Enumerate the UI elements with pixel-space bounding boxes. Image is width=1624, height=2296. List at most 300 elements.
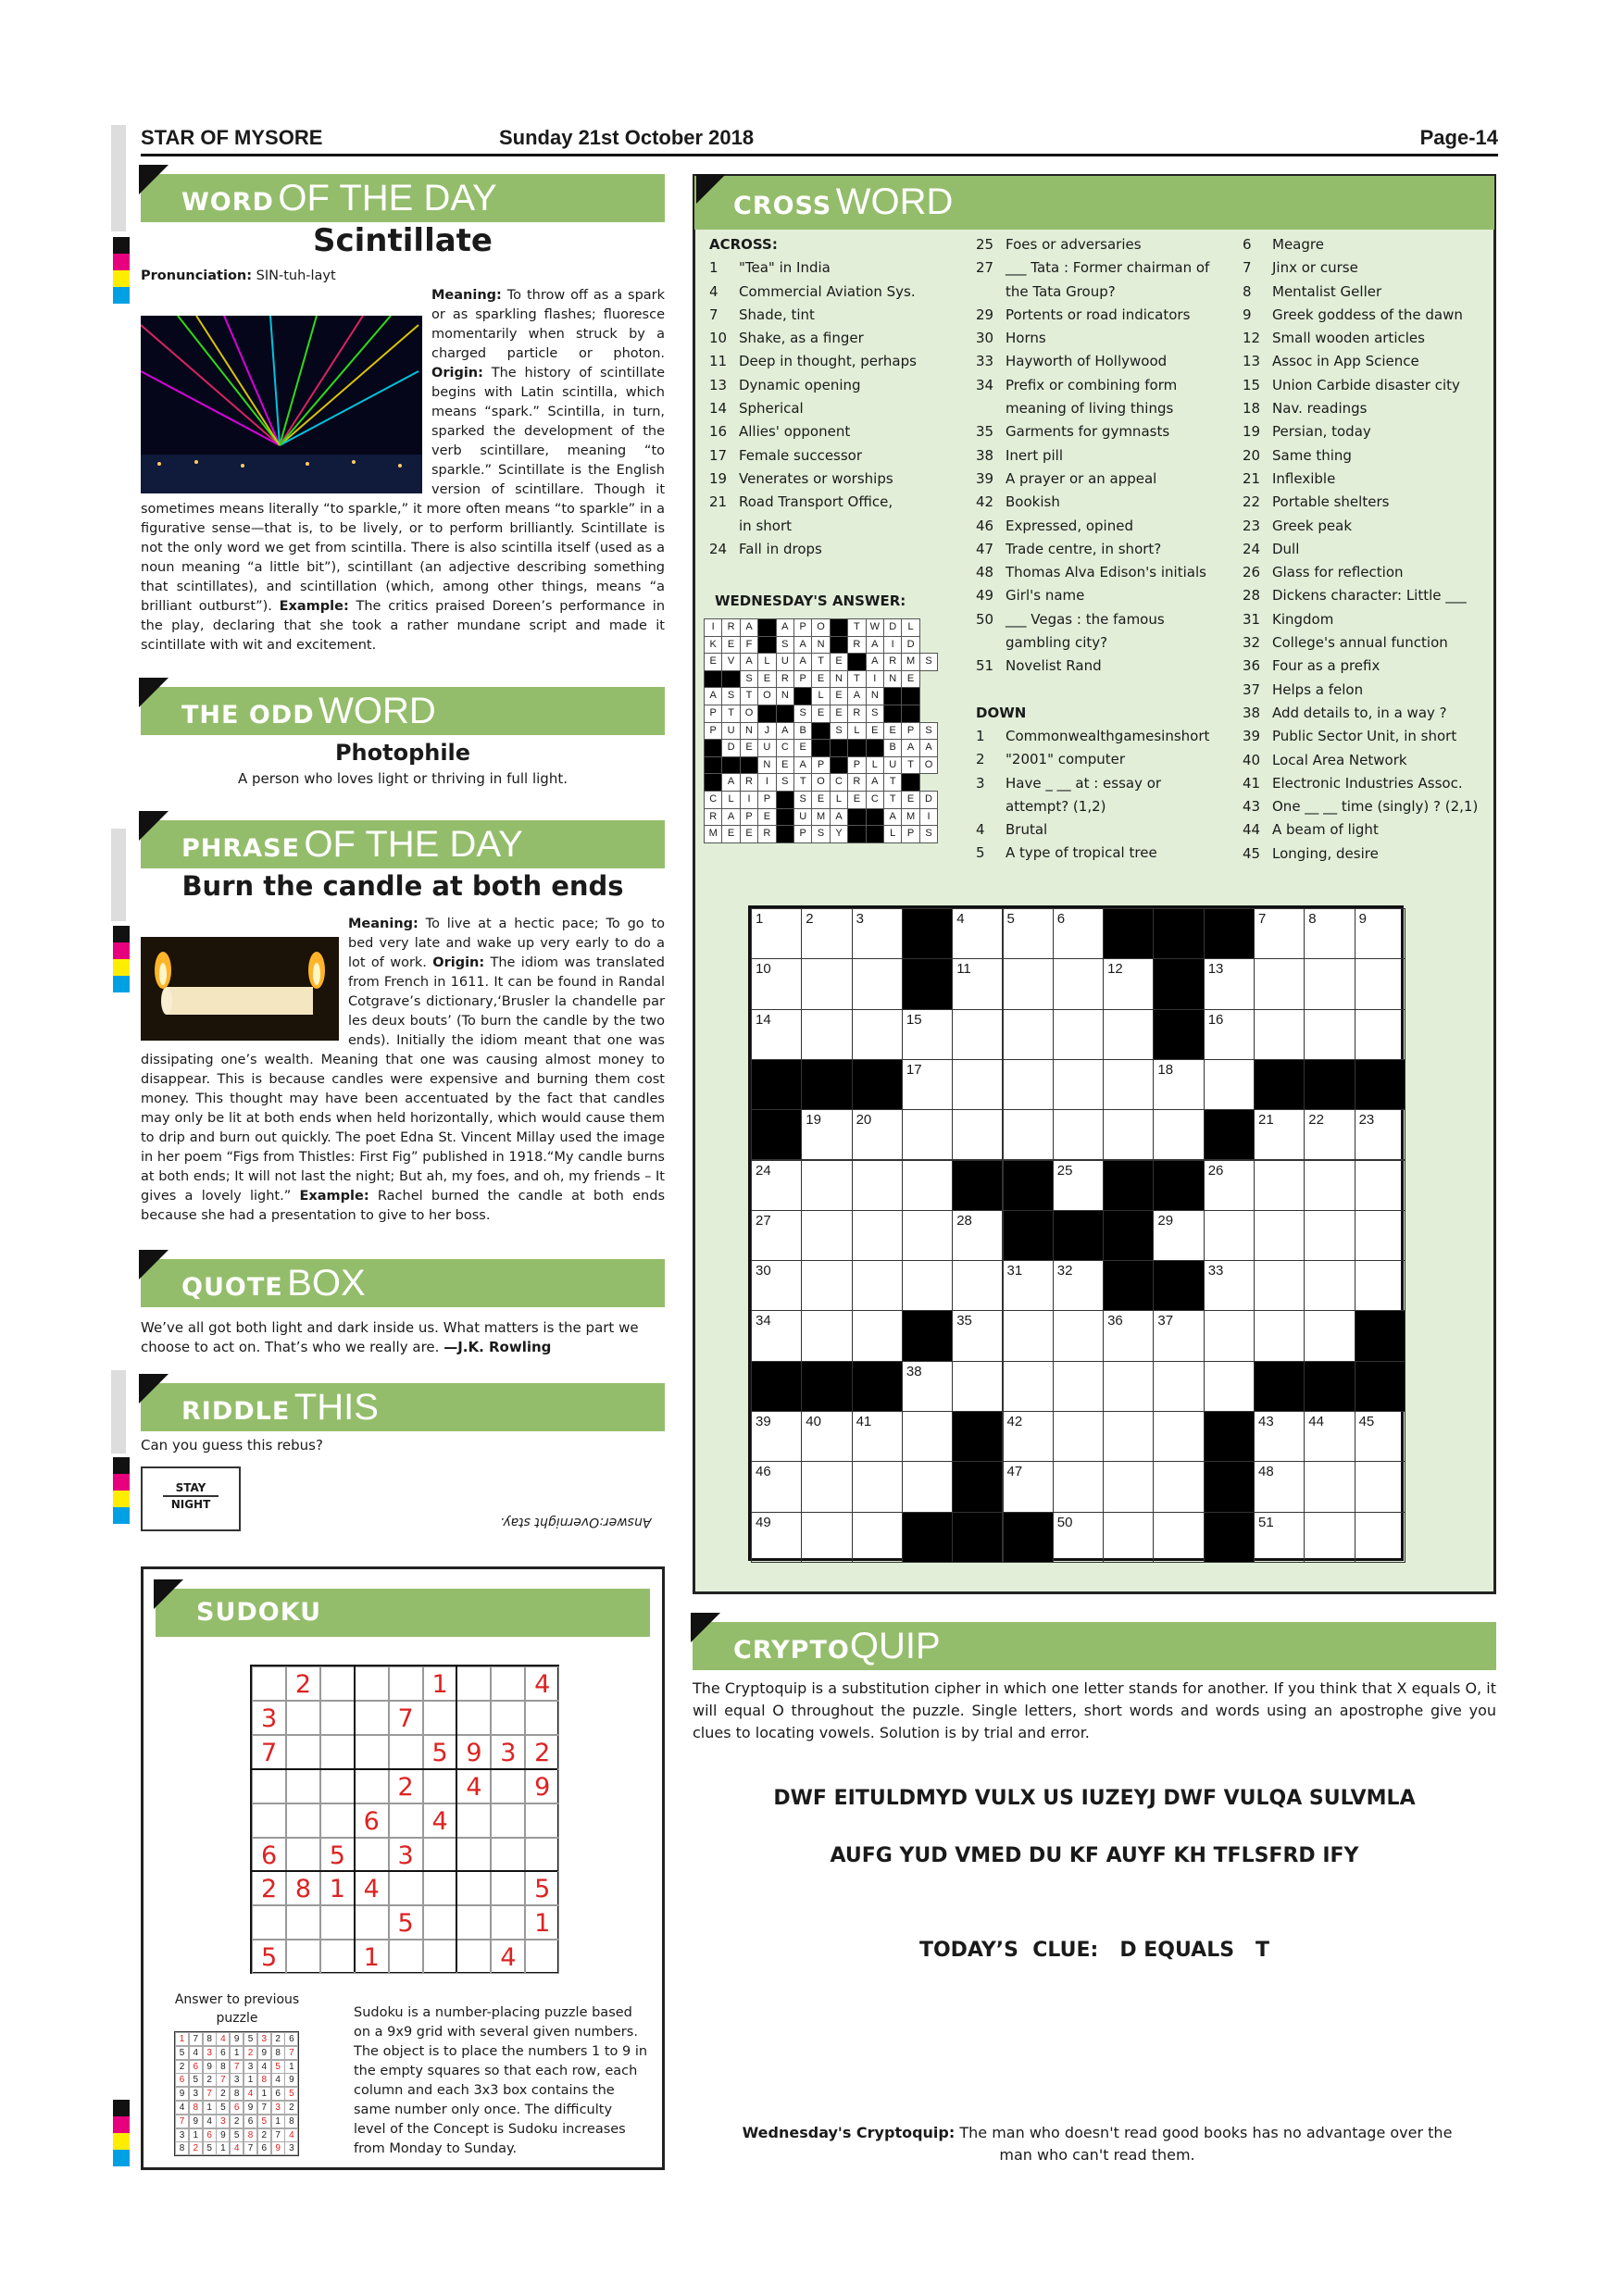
answer-cell: A [830, 808, 848, 827]
margin-bar [111, 125, 126, 231]
crossword-cell[interactable] [952, 1210, 1003, 1261]
crossword-cell[interactable] [1355, 1210, 1405, 1261]
crossword-cell[interactable] [1053, 908, 1104, 959]
crossword-cell[interactable] [1355, 1109, 1405, 1160]
sudoku-grid[interactable] [250, 1665, 559, 1974]
crossword-cell[interactable] [1254, 1009, 1305, 1060]
sudoku-empty-cell[interactable] [320, 1803, 355, 1838]
crossword-cell[interactable] [1103, 958, 1154, 1009]
answer-block [776, 705, 794, 723]
crossword-cell[interactable] [1053, 1059, 1104, 1110]
crossword-cell[interactable] [1053, 1009, 1104, 1060]
answer-cell: B [793, 722, 812, 741]
sudoku-empty-cell[interactable] [456, 1666, 491, 1701]
prev-answer-cell: 9 [203, 2060, 217, 2074]
clue-item [976, 818, 1244, 842]
phrase-banner [141, 820, 665, 868]
sudoku-empty-cell[interactable] [286, 1905, 320, 1940]
crossword-cell[interactable] [1153, 1361, 1204, 1412]
answer-block [866, 739, 884, 757]
sudoku-empty-cell[interactable] [456, 1905, 491, 1940]
crossword-cell[interactable] [852, 1210, 903, 1261]
banner-corner [696, 174, 726, 204]
crossword-block [852, 1059, 903, 1110]
banner-corner [139, 1374, 169, 1404]
sudoku-given: 6 [252, 1838, 286, 1872]
crossword-cell[interactable] [1053, 1109, 1104, 1160]
answer-cell: E [740, 739, 758, 757]
clue-text: Inflexible [1272, 469, 1336, 487]
clue-text: gambling city? [1006, 634, 1108, 652]
answer-cell: E [811, 791, 830, 809]
crossword-cell[interactable] [1153, 1411, 1204, 1462]
clue-number: 47 [976, 540, 994, 557]
sudoku-empty-cell[interactable] [491, 1871, 525, 1905]
answer-cell: S [830, 722, 848, 741]
sudoku-empty-cell[interactable] [525, 1940, 559, 1974]
sudoku-empty-cell[interactable] [252, 1803, 286, 1838]
crossword-cell[interactable] [801, 1210, 852, 1261]
crossword-cell[interactable] [1304, 1160, 1355, 1211]
answer-block [866, 808, 884, 827]
crossword-cell[interactable] [902, 1461, 953, 1512]
sudoku-empty-cell[interactable] [525, 1838, 559, 1872]
sudoku-empty-cell[interactable] [456, 1871, 491, 1905]
crossword-cell[interactable] [801, 908, 852, 959]
clue-number: 27 [976, 259, 994, 277]
crossword-cell[interactable] [1254, 1411, 1305, 1462]
clue-number-label: 44 [1308, 1414, 1324, 1429]
sudoku-empty-cell[interactable] [320, 1769, 355, 1803]
clue-number-label: 10 [756, 961, 771, 978]
crossword-cell[interactable] [1003, 1109, 1054, 1160]
crossword-cell[interactable] [1103, 1461, 1154, 1512]
sudoku-empty-cell[interactable] [320, 1701, 355, 1735]
crossword-cell[interactable] [1003, 958, 1054, 1009]
crossword-cell[interactable] [1254, 1260, 1305, 1311]
crossword-cell[interactable] [1304, 1210, 1355, 1261]
crossword-cell[interactable] [1003, 1260, 1054, 1311]
crossword-cell[interactable] [1153, 1059, 1204, 1110]
clue-number: 24 [1243, 540, 1261, 557]
crossword-cell[interactable] [1254, 1461, 1305, 1512]
clue-number-label: 4 [956, 911, 965, 927]
crossword-cell[interactable] [1003, 1461, 1054, 1512]
sudoku-empty-cell[interactable] [355, 1666, 389, 1701]
crossword-cell[interactable] [1153, 1109, 1204, 1160]
prev-answer-cell: 8 [271, 2046, 285, 2060]
crossword-cell[interactable] [952, 1009, 1003, 1060]
crossword-cell[interactable] [952, 1059, 1003, 1110]
clue-item [976, 655, 1244, 678]
answer-cell: O [919, 756, 938, 775]
crossword-cell[interactable] [852, 1512, 903, 1563]
crossword-cell[interactable] [1103, 1411, 1154, 1462]
clue-item [709, 515, 978, 538]
clue-number: 36 [1243, 657, 1261, 675]
clue-number-label: 23 [1358, 1112, 1375, 1129]
sudoku-empty-cell[interactable] [286, 1701, 320, 1735]
banner-large-text: OF THE DAY [278, 178, 497, 218]
clue-item [976, 584, 1244, 607]
crossword-cell[interactable] [1304, 1310, 1355, 1361]
clue-text: Nav. readings [1272, 400, 1368, 418]
crossword-cell[interactable] [1103, 1109, 1154, 1160]
registration-mark [113, 2100, 130, 2166]
sudoku-empty-cell[interactable] [320, 1940, 355, 1974]
clue-number-label: 17 [906, 1061, 922, 1078]
clue-item [709, 304, 978, 327]
crossword-cell[interactable] [1355, 1461, 1405, 1512]
answer-cell: A [883, 808, 902, 827]
sudoku-empty-cell[interactable] [286, 1769, 320, 1803]
crossword-cell[interactable] [1355, 1411, 1405, 1462]
crossword-cell[interactable] [1304, 1260, 1355, 1311]
crossword-cell[interactable] [952, 1260, 1003, 1311]
clue-text: Deep in thought, perhaps [739, 353, 917, 370]
crossword-cell[interactable] [1355, 1260, 1405, 1311]
crossword-cell[interactable] [902, 1160, 953, 1211]
origin-text: The idiom was translated from French in 1611. It can be found in Randal Cotgrave’s dictionary,‘Brusler la chandelle par les deux bouts’ (To burn the candle by the two ends). Initially the idiom meant that one was dissipating one’s wealth. Meaning that one was causing almost money to disappear. This is because candles were expensive and burning them cost money. This thought may have been accentuated by the fact that candles may only be lit at both ends when held horizontally, which would cause them to drip and burn out quickly. The poet Edna St. Vincent Millay used the image in her poem “Figs from Thistles: First Fig” published in 1918.“My candle burns at both ends; It will not last the night; But ah, my foes, and oh, my friends – It gives a lovely light.” [141, 955, 666, 1204]
sudoku-empty-cell[interactable] [355, 1701, 389, 1735]
sudoku-empty-cell[interactable] [286, 1838, 320, 1872]
sudoku-empty-cell[interactable] [320, 1735, 355, 1769]
crossword-cell[interactable] [801, 1461, 852, 1512]
crossword-cell[interactable] [1304, 1512, 1355, 1563]
clue-text: Mentalist Geller [1272, 282, 1382, 300]
crossword-cell[interactable] [801, 1260, 852, 1311]
meaning-text: To live at a hectic pace; To go to bed very late and wake up very early to do a lot of work. [348, 917, 666, 970]
clue-number-label: 46 [756, 1464, 771, 1480]
clue-text: Portents or road indicators [1006, 306, 1191, 323]
answer-cell: D [721, 739, 740, 757]
crossword-cell[interactable] [1304, 1461, 1355, 1512]
prev-answer-cell: 3 [189, 2087, 203, 2101]
crossword-cell[interactable] [1153, 1210, 1204, 1261]
sudoku-given: 9 [456, 1735, 491, 1769]
sudoku-given: 1 [525, 1905, 559, 1940]
crossword-cell[interactable] [852, 1009, 903, 1060]
crossword-block [1204, 1512, 1255, 1563]
clue-text: Small wooden articles [1272, 330, 1425, 347]
crossword-cell[interactable] [852, 1160, 903, 1211]
crossword-cell[interactable] [751, 1411, 802, 1462]
answer-cell: R [847, 636, 866, 655]
answer-cell: L [847, 722, 866, 741]
crossword-cell[interactable] [852, 1260, 903, 1311]
prev-answer-cell: 4 [230, 2141, 244, 2155]
crossword-cell[interactable] [1304, 1009, 1355, 1060]
crossword-cell[interactable] [1204, 1059, 1255, 1110]
crossword-cell[interactable] [1153, 1461, 1204, 1512]
answer-cell: R [776, 670, 794, 689]
clue-item [709, 420, 978, 443]
crossword-cell[interactable] [902, 1411, 953, 1462]
sudoku-empty-cell[interactable] [456, 1940, 491, 1974]
word-title: Scintillate [313, 222, 493, 259]
sudoku-empty-cell[interactable] [423, 1701, 457, 1735]
sudoku-empty-cell[interactable] [491, 1905, 525, 1940]
answer-cell: W [866, 618, 884, 637]
crossword-cell[interactable] [1204, 1260, 1255, 1311]
clue-text: Prefix or combining form [1006, 376, 1178, 393]
sudoku-empty-cell[interactable] [355, 1905, 389, 1940]
sudoku-box-line [354, 1666, 356, 1972]
sudoku-empty-cell[interactable] [525, 1701, 559, 1735]
crossword-cell[interactable] [952, 908, 1003, 959]
crossword-cell[interactable] [1355, 908, 1405, 959]
answer-cell: C [704, 791, 722, 809]
crossword-cell[interactable] [1355, 1160, 1405, 1211]
crossword-cell[interactable] [852, 1109, 903, 1160]
crossword-cell[interactable] [952, 1109, 1003, 1160]
clue-number-label: 38 [906, 1363, 922, 1379]
crossword-cell[interactable] [902, 1361, 953, 1412]
clue-item [976, 256, 1244, 280]
clue-number: 12 [1243, 330, 1261, 347]
sudoku-empty-cell[interactable] [320, 1905, 355, 1940]
crossword-cell[interactable] [902, 1210, 953, 1261]
prev-answer-cell: 1 [284, 2060, 298, 2074]
crossword-cell[interactable] [801, 1160, 852, 1211]
crossword-cell[interactable] [801, 958, 852, 1009]
crossword-cell[interactable] [1355, 1009, 1405, 1060]
sudoku-empty-cell[interactable] [389, 1666, 423, 1701]
answer-cell: B [883, 739, 902, 757]
crossword-cell[interactable] [852, 1310, 903, 1361]
sudoku-empty-cell[interactable] [389, 1735, 423, 1769]
page-number: Page-14 [1419, 126, 1498, 149]
crossword-cell[interactable] [1204, 1310, 1255, 1361]
crossword-cell[interactable] [751, 1210, 802, 1261]
crossword-cell[interactable] [1254, 1512, 1305, 1563]
clue-item [976, 468, 1244, 491]
crossword-cell[interactable] [1204, 1361, 1255, 1412]
answer-cell: E [740, 825, 758, 843]
sudoku-empty-cell[interactable] [491, 1838, 525, 1872]
sudoku-empty-cell[interactable] [423, 1769, 457, 1803]
crossword-cell[interactable] [1053, 1361, 1104, 1412]
sudoku-empty-cell[interactable] [320, 1666, 355, 1701]
clue-number-label: 26 [1207, 1162, 1224, 1179]
answer-cell: C [776, 739, 794, 757]
sudoku-empty-cell[interactable] [525, 1803, 559, 1838]
sudoku-empty-cell[interactable] [389, 1940, 423, 1974]
crossword-cell[interactable] [1003, 1009, 1054, 1060]
crossword-cell[interactable] [1103, 1512, 1154, 1563]
crossword-cell[interactable] [1254, 908, 1305, 959]
answer-cell: A [740, 618, 758, 637]
prev-answer-cell: 9 [284, 2073, 298, 2087]
crossword-cell[interactable] [1355, 958, 1405, 1009]
sudoku-empty-cell[interactable] [286, 1940, 320, 1974]
crossword-cell[interactable] [1053, 1260, 1104, 1311]
crossword-cell[interactable] [852, 958, 903, 1009]
sudoku-empty-cell[interactable] [491, 1803, 525, 1838]
word-pronunciation [141, 267, 665, 286]
crossword-block [1153, 908, 1204, 959]
crossword-cell[interactable] [852, 908, 903, 959]
crossword-cell[interactable] [1003, 1310, 1054, 1361]
crossword-cell[interactable] [1153, 1512, 1204, 1563]
sudoku-empty-cell[interactable] [286, 1735, 320, 1769]
prev-answer-cell: 2 [175, 2060, 189, 2074]
wednesday-cryptoquip [731, 2122, 1463, 2166]
answer-cell: O [811, 773, 830, 792]
crossword-cell[interactable] [1204, 958, 1255, 1009]
crossword-cell[interactable] [1304, 958, 1355, 1009]
sudoku-empty-cell[interactable] [491, 1701, 525, 1735]
prev-answer-cell: 5 [203, 2141, 217, 2155]
answer-cell: E [811, 670, 830, 689]
sudoku-empty-cell[interactable] [491, 1666, 525, 1701]
crossword-cell[interactable] [1204, 1210, 1255, 1261]
answer-cell: S [776, 636, 794, 655]
crossword-cell[interactable] [952, 1310, 1003, 1361]
crossword-cell[interactable] [902, 1260, 953, 1311]
crossword-cell[interactable] [1103, 1310, 1154, 1361]
sudoku-empty-cell[interactable] [355, 1769, 389, 1803]
crossword-cell[interactable] [1053, 958, 1104, 1009]
clue-text: Kingdom [1272, 610, 1334, 628]
sudoku-empty-cell[interactable] [423, 1871, 457, 1905]
crossword-cell[interactable] [751, 1260, 802, 1311]
crossword-cell[interactable] [801, 1009, 852, 1060]
clue-number: 39 [1243, 728, 1261, 745]
crossword-block [1355, 1310, 1405, 1361]
sudoku-empty-cell[interactable] [355, 1735, 389, 1769]
sudoku-empty-cell[interactable] [355, 1838, 389, 1872]
crossword-cell[interactable] [1103, 1361, 1154, 1412]
prev-answer-cell: 4 [189, 2046, 203, 2060]
crossword-cell[interactable] [1003, 1059, 1054, 1110]
crossword-cell[interactable] [852, 1411, 903, 1462]
prev-answer-cell: 5 [271, 2060, 285, 2074]
crossword-cell[interactable] [1053, 1160, 1104, 1211]
crossword-cell[interactable] [1304, 1109, 1355, 1160]
sudoku-empty-cell[interactable] [456, 1838, 491, 1872]
origin-text: The history of scintillate begins with Latin scintilla, which means “spark.” Scintilla, in turn, sparked the development of the verb scintillare, meaning “to sparkle.” Scintillate is the English version of scintillare. Though it sometimes means literally “to sparkle,” it more often means “to sparkle” in a figurative sense—that is, to be lively, or to perform brilliantly. Scintillate is not the only word we get from scintilla. There is also scintilla itself (used as a noun meaning “a little bit”), scintillant (an adjective describing something that scintillates), and scintillation (which, among other things, means “a brilliant outburst”). [141, 366, 665, 614]
crossword-block [751, 1109, 802, 1160]
crossword-cell[interactable] [751, 1461, 802, 1512]
clue-text: Meagre [1272, 236, 1324, 253]
crossword-cell[interactable] [1254, 1160, 1305, 1211]
crossword-cell[interactable] [1103, 1059, 1154, 1110]
crossword-cell[interactable] [1053, 1512, 1104, 1563]
clue-item [976, 725, 1244, 748]
crossword-cell[interactable] [1304, 908, 1355, 959]
crossword-cell[interactable] [751, 958, 802, 1009]
clue-item [1243, 772, 1493, 795]
sudoku-empty-cell[interactable] [456, 1701, 491, 1735]
crossword-cell[interactable] [852, 1461, 903, 1512]
crossword-cell[interactable] [1003, 1411, 1054, 1462]
sudoku-given: 4 [355, 1871, 389, 1905]
answer-cell: R [847, 705, 866, 723]
crossword-cell[interactable] [751, 1310, 802, 1361]
crossword-cell[interactable] [801, 1411, 852, 1462]
crossword-cell[interactable] [801, 1310, 852, 1361]
sudoku-given: 3 [491, 1735, 525, 1769]
answer-cell: F [740, 636, 758, 655]
sudoku-empty-cell[interactable] [491, 1769, 525, 1803]
answer-cell: S [919, 653, 938, 671]
crossword-cell[interactable] [801, 1109, 852, 1160]
banner-corner [139, 678, 169, 707]
crossword-cell[interactable] [1254, 958, 1305, 1009]
crossword-cell[interactable] [902, 1109, 953, 1160]
clue-text: Local Area Network [1272, 751, 1407, 768]
crossword-cell[interactable] [1204, 1160, 1255, 1211]
prev-answer-cell: 9 [244, 2101, 257, 2115]
clue-number: 37 [1243, 680, 1261, 698]
cryptoquip-banner [693, 1622, 1496, 1670]
crossword-cell[interactable] [1304, 1411, 1355, 1462]
sudoku-empty-cell[interactable] [252, 1905, 286, 1940]
crossword-cell[interactable] [1053, 1411, 1104, 1462]
prev-answer-cell: 7 [271, 2128, 285, 2142]
crossword-cell[interactable] [902, 1059, 953, 1110]
answer-block [883, 705, 902, 723]
crossword-grid[interactable] [748, 905, 1404, 1561]
clue-number-label: 9 [1358, 911, 1367, 927]
sudoku-description: Sudoku is a number-placing puzzle based on a 9x9 grid with several given numbers. The object is to place the numbers 1 to 9 in the empty squares so that each row, each column and each 3x3 box contains the same number only once. The difficulty level of the Concept is Sudoku increases from Monday to Sunday. [354, 2005, 648, 2156]
sudoku-box-line [252, 1768, 557, 1770]
quote-banner [141, 1259, 665, 1307]
clue-number: 45 [1243, 844, 1261, 862]
crossword-cell[interactable] [1103, 1009, 1154, 1060]
crossword-cell[interactable] [1053, 1310, 1104, 1361]
crossword-cell[interactable] [751, 1512, 802, 1563]
sudoku-empty-cell[interactable] [389, 1803, 423, 1838]
sudoku-empty-cell[interactable] [423, 1905, 457, 1940]
crossword-cell[interactable] [1254, 1310, 1305, 1361]
crossword-cell[interactable] [1003, 908, 1054, 959]
clue-item [1243, 538, 1493, 561]
sudoku-empty-cell[interactable] [252, 1666, 286, 1701]
answer-block [901, 773, 919, 792]
sudoku-empty-cell[interactable] [286, 1803, 320, 1838]
crossword-cell[interactable] [1003, 1361, 1054, 1412]
answer-cell: C [866, 791, 884, 809]
crossword-cell[interactable] [1355, 1512, 1405, 1563]
answer-cell: P [740, 808, 758, 827]
clue-number: 13 [709, 376, 728, 393]
crossword-cell[interactable] [952, 958, 1003, 1009]
crossword-cell[interactable] [902, 1009, 953, 1060]
sudoku-empty-cell[interactable] [389, 1871, 423, 1905]
crossword-cell[interactable] [1153, 1310, 1204, 1361]
crossword-cell[interactable] [801, 1512, 852, 1563]
sudoku-empty-cell[interactable] [456, 1803, 491, 1838]
sudoku-empty-cell[interactable] [252, 1769, 286, 1803]
crossword-cell[interactable] [751, 1009, 802, 1060]
crossword-cell[interactable] [751, 908, 802, 959]
crossword-cell[interactable] [1254, 1109, 1305, 1160]
clue-text: Dull [1272, 540, 1300, 557]
crossword-cell[interactable] [952, 1361, 1003, 1412]
sudoku-empty-cell[interactable] [423, 1940, 457, 1974]
origin-label: Origin: [431, 366, 483, 381]
clue-number: 8 [1243, 282, 1252, 300]
clue-text: A prayer or an appeal [1006, 469, 1157, 487]
clue-text: Helps a felon [1272, 680, 1364, 698]
crossword-cell[interactable] [1254, 1210, 1305, 1261]
crossword-cell[interactable] [1204, 1009, 1255, 1060]
crossword-cell[interactable] [751, 1160, 802, 1211]
crossword-cell[interactable] [1053, 1461, 1104, 1512]
sudoku-empty-cell[interactable] [423, 1838, 457, 1872]
